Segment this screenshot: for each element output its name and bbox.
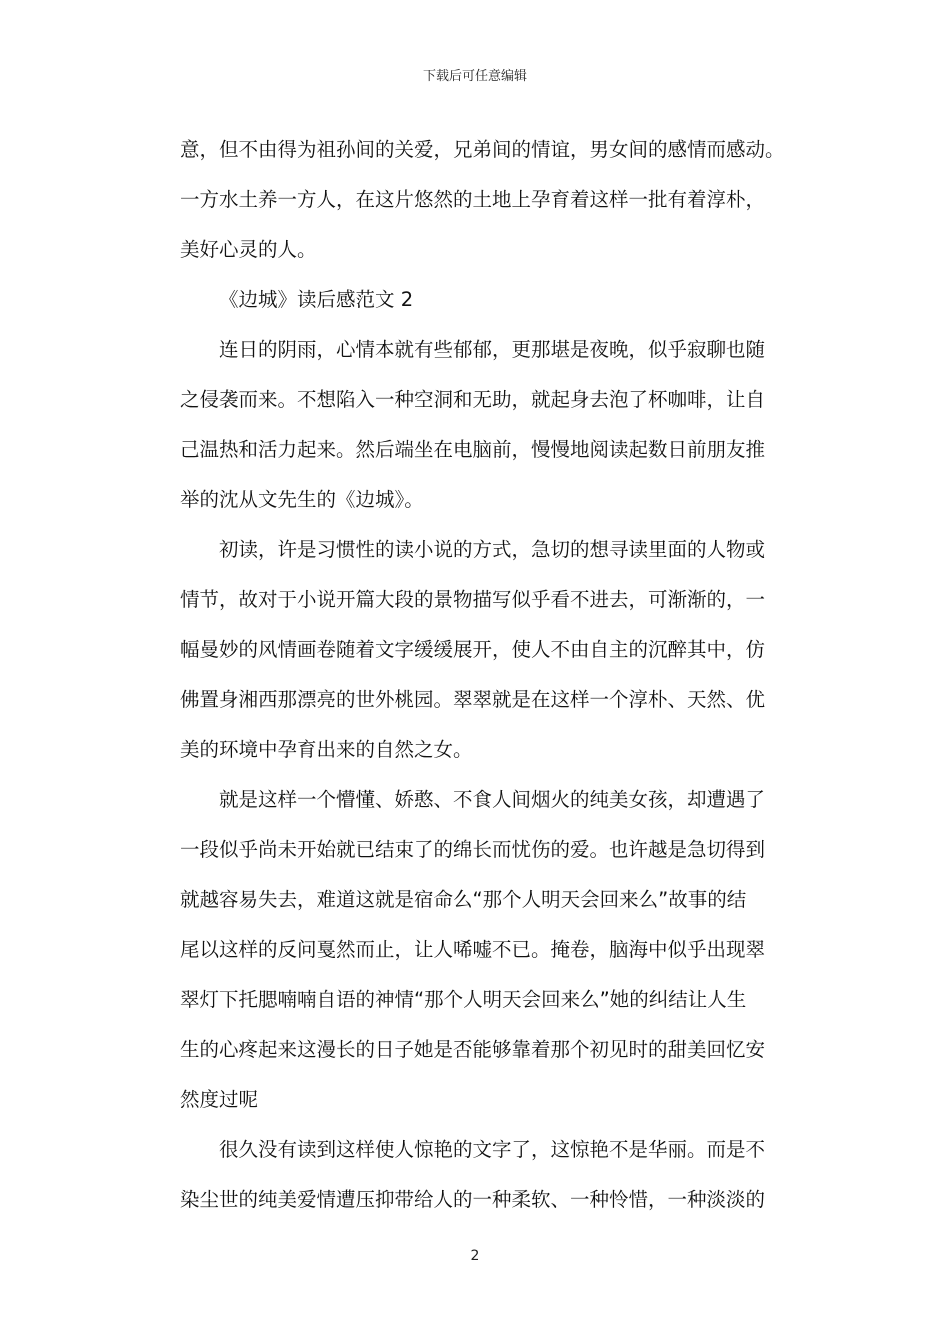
text-line: 然度过呢 xyxy=(180,1088,259,1111)
section-heading: 《边城》读后感范文 2 xyxy=(219,288,414,311)
page-number: 2 xyxy=(470,1248,480,1264)
text-line: 举的沈从文先生的《边城》。 xyxy=(180,488,424,511)
text-line: 佛置身湘西那漂亮的世外桃园。翠翠就是在这样一个淳朴、天然、优 xyxy=(180,688,766,711)
document-body xyxy=(180,128,785,1228)
text-line: 一段似乎尚未开始就已结束了的绵长而忧伤的爱。也许越是急切得到 xyxy=(180,838,766,861)
text-line: 翠灯下托腮喃喃自语的神情“那个人明天会回来么”她的纠结让人生 xyxy=(180,988,747,1011)
text-line: 染尘世的纯美爱情遭压抑带给人的一种柔软、一种怜惜，一种淡淡的 xyxy=(180,1188,766,1211)
text-line: 就越容易失去，难道这就是宿命么“那个人明天会回来么”故事的结 xyxy=(180,888,747,911)
text-line: 就是这样一个懵懂、娇憨、不食人间烟火的纯美女孩，却遭遇了 xyxy=(219,788,766,811)
text-line: 初读，许是习惯性的读小说的方式，急切的想寻读里面的人物或 xyxy=(219,538,766,561)
text-line: 之侵袭而来。不想陷入一种空洞和无助，就起身去泡了杯咖啡，让自 xyxy=(180,388,766,411)
text-line: 生的心疼起来这漫长的日子她是否能够靠着那个初见时的甜美回忆安 xyxy=(180,1038,766,1061)
text-line: 美好心灵的人。 xyxy=(180,238,317,261)
text-line: 连日的阴雨，心情本就有些郁郁，更那堪是夜晚，似乎寂聊也随 xyxy=(219,338,766,361)
text-line: 美的环境中孕育出来的自然之女。 xyxy=(180,738,473,761)
text-line: 幅曼妙的风情画卷随着文字缓缓展开，使人不由自主的沉醉其中，仿 xyxy=(180,638,766,661)
text-line: 意，但不由得为祖孙间的关爱，兄弟间的情谊，男女间的感情而感动。 xyxy=(180,138,785,161)
text-line: 己温热和活力起来。然后端坐在电脑前，慢慢地阅读起数日前朋友推 xyxy=(180,438,766,461)
page-header: 下载后可任意编辑 xyxy=(422,69,527,84)
text-line: 一方水土养一方人，在这片悠然的土地上孕育着这样一批有着淳朴， xyxy=(180,188,766,211)
text-line: 尾以这样的反问戛然而止，让人唏嘘不已。掩卷，脑海中似乎出现翠 xyxy=(180,938,766,961)
text-line: 很久没有读到这样使人惊艳的文字了，这惊艳不是华丽。而是不 xyxy=(219,1138,766,1161)
text-line: 情节，故对于小说开篇大段的景物描写似乎看不进去，可渐渐的，一 xyxy=(180,588,766,611)
